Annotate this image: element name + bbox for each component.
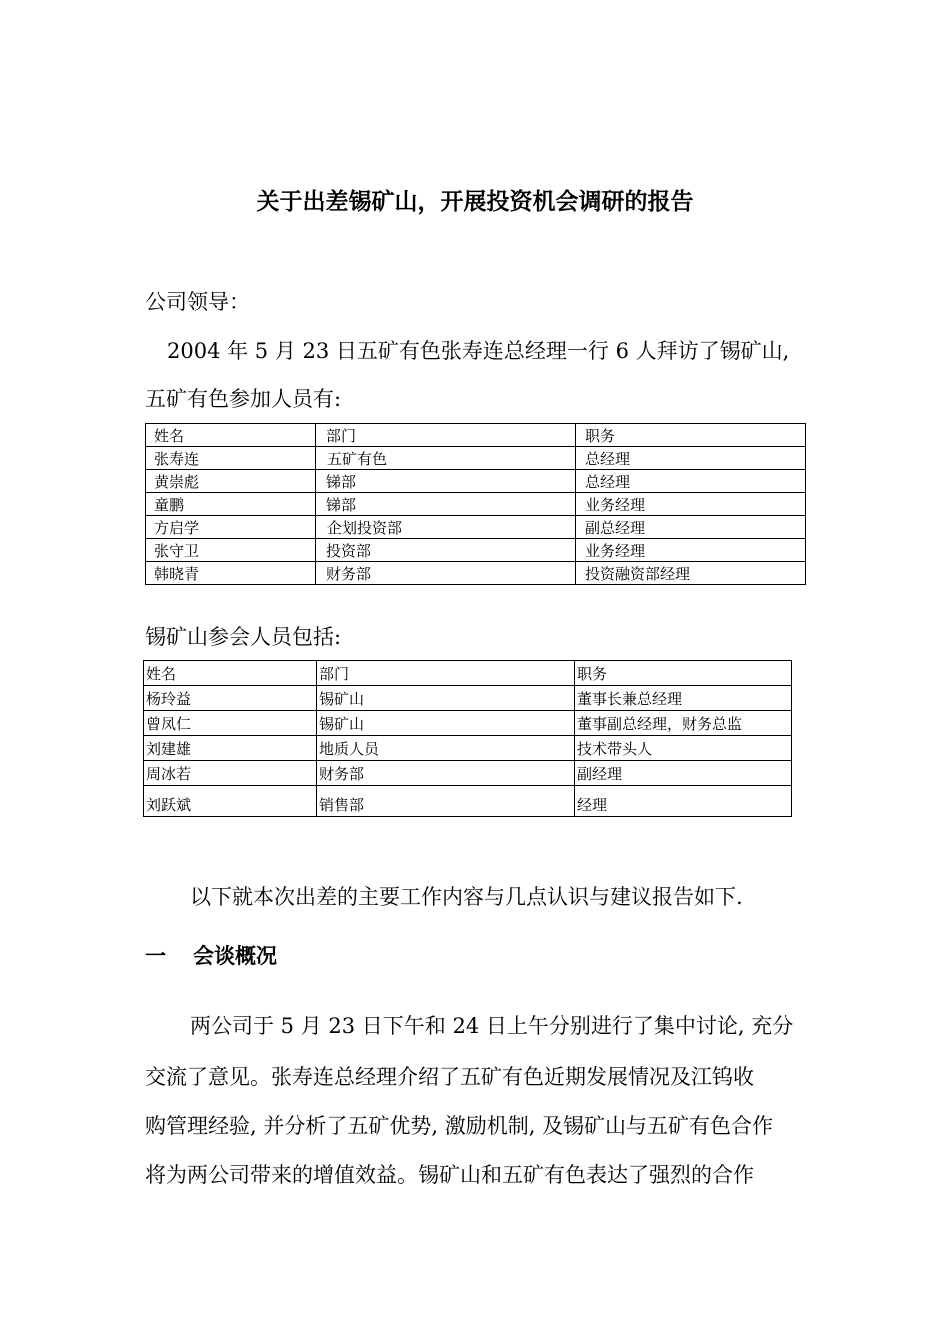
table-row [144,736,792,761]
cell-name: 黄崇彪 [146,470,316,493]
xks-attendees-intro: 锡矿山参会人员包括: [145,625,342,649]
cell-title: 经理 [575,786,792,817]
table-row [146,539,806,562]
cell-title: 技术带头人 [575,736,792,761]
cell-dept: 财务部 [317,761,575,786]
cell-name: 方启学 [146,516,316,539]
table-row [144,711,792,736]
xks-attendees-table [143,660,792,817]
cell-title: 总经理 [576,447,806,470]
intro-line-2: 五矿有色参加人员有: [145,387,342,411]
intro-line-1: 2004 年 5 月 23 日五矿有色张寿连总经理一行 6 人拜访了锡矿山, [167,339,790,363]
body-line-4: 将为两公司带来的增值效益。锡矿山和五矿有色表达了强烈的合作 [145,1163,754,1187]
cell-dept: 投资部 [316,539,576,562]
cell-title: 业务经理 [576,539,806,562]
cell-dept: 锑部 [316,470,576,493]
cell-name: 刘跃斌 [144,786,317,817]
section-number: 一 [145,944,166,968]
cell-dept: 财务部 [316,562,576,585]
header-dept: 部门 [316,424,576,447]
cell-name: 刘建雄 [144,736,317,761]
cell-name: 韩晓青 [146,562,316,585]
table-row [144,686,792,711]
cell-title: 副经理 [575,761,792,786]
cell-title: 总经理 [576,470,806,493]
cell-dept: 锡矿山 [317,711,575,736]
summary-line: 以下就本次出差的主要工作内容与几点认识与建议报告如下. [190,885,743,909]
table-row [146,562,806,585]
section-title: 会谈概况 [193,944,277,968]
header-dept: 部门 [317,661,575,686]
cell-dept: 地质人员 [317,736,575,761]
cell-title: 董事副总经理，财务总监 [575,711,792,736]
cell-name: 杨玲益 [144,686,317,711]
body-line-1: 两公司于 5 月 23 日下午和 24 日上午分别进行了集中讨论, 充分 [190,1014,794,1038]
cell-dept: 企划投资部 [316,516,576,539]
wukuang-attendees-table [145,423,806,585]
cell-title: 董事长兼总经理 [575,686,792,711]
cell-title: 副总经理 [576,516,806,539]
cell-title: 业务经理 [576,493,806,516]
cell-name: 周冰若 [144,761,317,786]
cell-name: 曾凤仁 [144,711,317,736]
table-row [146,470,806,493]
header-title: 职务 [576,424,806,447]
body-line-2: 交流了意见。张寿连总经理介绍了五矿有色近期发展情况及江钨收 [145,1065,754,1089]
header-name: 姓名 [144,661,317,686]
cell-name: 张守卫 [146,539,316,562]
header-name: 姓名 [146,424,316,447]
table-row [146,447,806,470]
cell-name: 张寿连 [146,447,316,470]
table-row [144,761,792,786]
cell-dept: 锑部 [316,493,576,516]
salutation: 公司领导： [145,290,250,314]
cell-dept: 锡矿山 [317,686,575,711]
cell-dept: 销售部 [317,786,575,817]
table-row [146,493,806,516]
table-header-row [144,661,792,686]
body-line-3: 购管理经验, 并分析了五矿优势, 激励机制, 及锡矿山与五矿有色合作 [145,1114,774,1138]
table-header-row [146,424,806,447]
cell-name: 童鹏 [146,493,316,516]
table-row [144,786,792,817]
section-heading [145,941,277,971]
table-row [146,516,806,539]
header-title: 职务 [575,661,792,686]
document-title: 关于出差锡矿山，开展投资机会调研的报告 [256,189,694,215]
cell-title: 投资融资部经理 [576,562,806,585]
cell-dept: 五矿有色 [316,447,576,470]
